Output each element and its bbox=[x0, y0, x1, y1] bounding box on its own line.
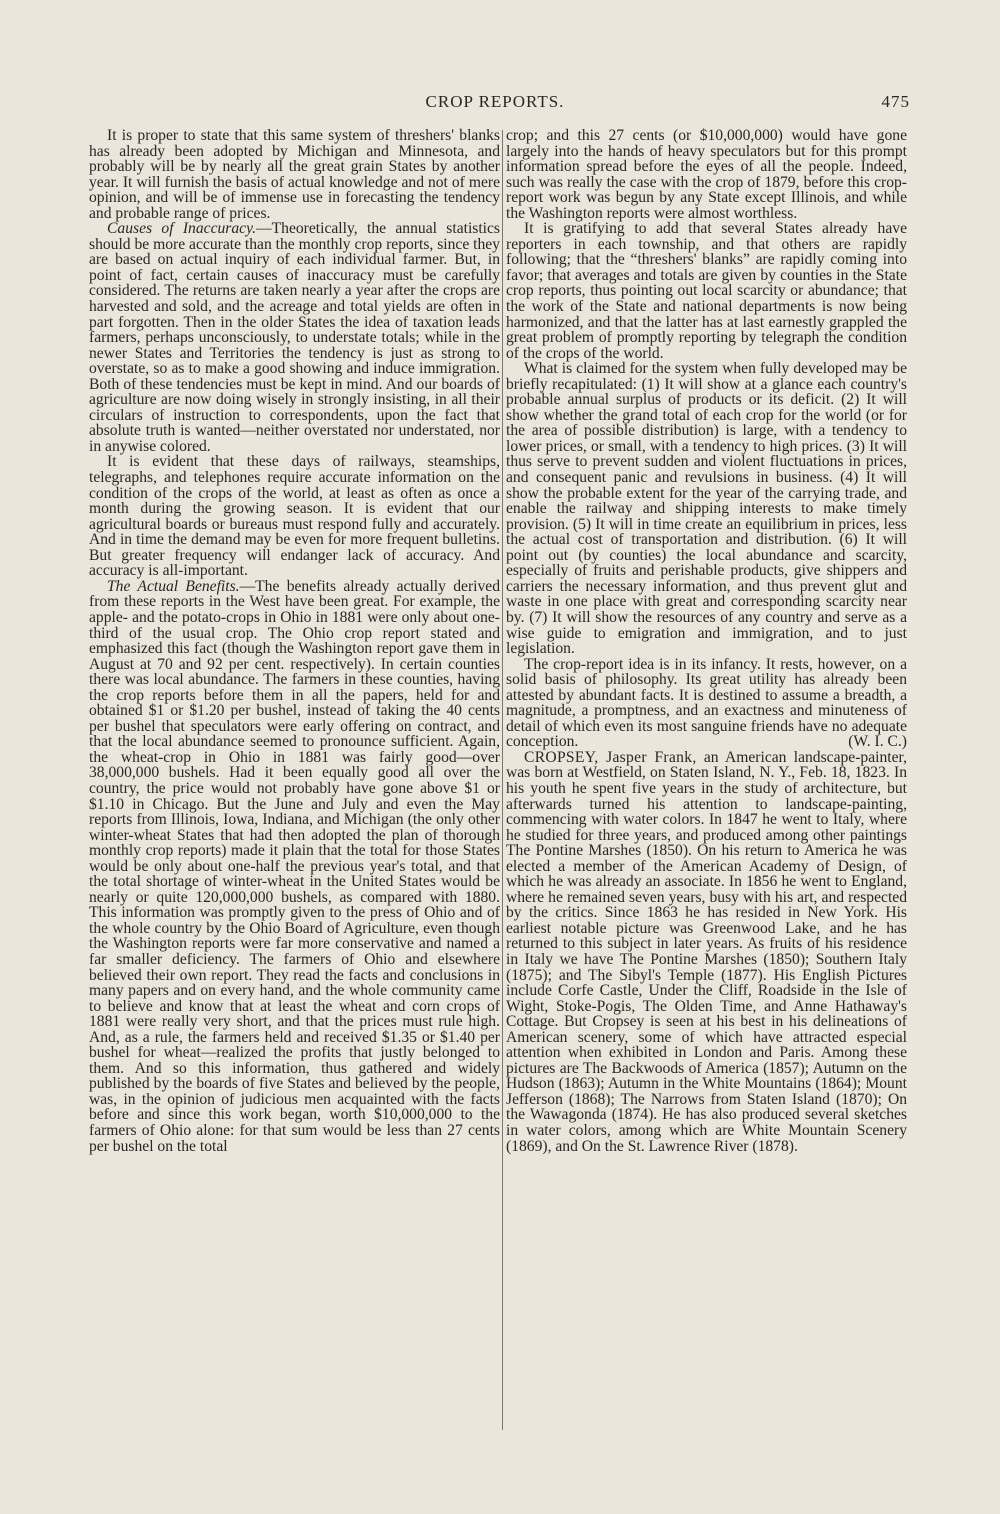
entry-text: an American landscape-painter, was born at Westfield, on Staten Island, N. Y., Feb. 18, 1823. In his youth he spent five years in the study of architecture, but afterwards turned his attention to landscape-painting, commencing with water colors. In 1847 he went to Italy, where he studied for three years, and produced among other paintings The Pontine Marshes (1850). On his return to America he was elected a member of the American Academy of Design, of which he was already an associate. In 1856 he went to England, where he remained seven years, busy with his art, and respected by the critics. Since 1863 he has resided in New York. His earliest notable picture was Greenwood Lake, and he has returned to this subject in later years. As fruits of his residence in Italy we have The Pontine Marshes (1850); Southern Italy (1875); and The Sibyl's Temple (1877). His English Pictures include Corfe Castle, Under the Cliff, Roadside in the Isle of Wight, Stoke-Pogis, The Olden Time, and Anne Hathaway's Cottage. But Cropsey is seen at his best in his delineations of American scenery, some of which have attracted especial attention when exhibited in London and Paris. Among these pictures are The Backwoods of America (1857); Autumn on the Hudson (1863); Autumn in the White Mountains (1864); Mount Jefferson (1868); The Narrows from Staten Island (1870); On the Wawagonda (1874). He has also produced several sketches in water colors, among which are White Mountain Scenery (1869), and On the St. Lawrence River (1878). bbox=[506, 748, 907, 1155]
paragraph-railways: It is evident that these days of railways, steamships, telegraphs, and telephones require accurate information on the condition of the crops of the world, at least as often as once a month during the growing season. It is evident that our agricultural boards or bureaus must respond fully and accurately. And in time the demand may be even for more frequent bulletins. But greater frequency will endanger lack of accuracy. And accuracy is all-important. bbox=[89, 453, 500, 580]
paragraph-system-claims: What is claimed for the system when fully developed may be briefly recapitulated: (1) It will show at a glance each country's probable annual surplus of products or its deficit. (2) It will show whether the grand total of each crop for the world (or for the area of possible distribution) is large, with a tendency to lower prices, or small, with a tendency to high prices. (3) It will thus serve to prevent sudden and violent fluctuations in prices, and consequent panic and revulsions in business. (4) It will show the probable extent for the year of the carrying trade, and enable the railway and shipping interests to make timely provision. (5) It will in time create an equilibrium in prices, less the actual cost of transportation and distribution. (6) It will point out (by counties) the local abundance and scarcity, especially of fruits and perishable products, give shippers and carriers the necessary information, and thus prevent glut and waste in one place with great and corresponding scarcity near by. (7) It will show the resources of any country and serve as a wise guide to emigration and immigration, and to just legislation. bbox=[506, 360, 907, 658]
entry-cropsey bbox=[506, 750, 907, 1154]
section-lead-benefits: The Actual Benefits. bbox=[107, 577, 240, 595]
paragraph-text: The crop-report idea is in its infancy. It rests, however, on a solid basis of philosophy. Its great utility has already been attested by abundant facts. It is destined to assume a breadth, a magnitude, a promptness, and an exactness and minuteness of detail of which even its most sanguine friends have no adequate conception. bbox=[506, 655, 907, 751]
paragraph-actual-benefits bbox=[89, 579, 500, 1154]
paragraph-infancy bbox=[506, 657, 907, 750]
entry-headword: CROPSEY, Jasper Frank, bbox=[524, 748, 697, 766]
paragraph-gratifying: It is gratifying to add that several States already have reporters in each township, and that others are rapidly following; that the “threshers' blanks” are rapidly coming into favor; that averages and totals are given by counties in the State crop reports, thus pointing out local scarcity or abundance; that the work of the State and national departments is now being harmonized, and that the latter has at last earnestly grappled the great problem of promptly reporting by telegraph the condition of the crops of the world. bbox=[506, 220, 907, 362]
author-initials: (W. I. C.) bbox=[848, 733, 907, 751]
running-header bbox=[80, 92, 910, 116]
paragraph-threshers-blanks: It is proper to state that this same system of threshers' blanks has already been adopted by Michigan and Minnesota, and probably will be by nearly all the great grain States by another year. It will furnish the basis of actual knowledge and not of mere opinion, and will be of immense use in forecasting the tendency and probable range of prices. bbox=[89, 127, 500, 222]
section-lead-causes: Causes of Inaccuracy. bbox=[107, 220, 257, 238]
running-title: CROP REPORTS. bbox=[425, 92, 565, 111]
paragraph-text: —Theoretically, the annual statistics should be more accurate than the monthly crop reports, since they are based on actual inquiry of each individual farmer. But, in point of fact, certain causes of inaccuracy must be carefully considered. The returns are taken nearly a year after the crops are harvested and sold, and the acreage and total yields are often in part forgotten. Then in the older States the idea of taxation leads farmers, perhaps unconsciously, to understate totals; while in the newer States and Territories the tendency is just as strong to overstate, so as to make a good showing and induce immigration. Both of these tendencies must be kept in mind. And our boards of agriculture are now doing wisely in strongly insisting, in all their circulars of instruction to correspondents, upon the fact that absolute truth is wanted—neither overstated nor understated, nor in anywise colored. bbox=[89, 220, 501, 455]
paragraph-text: —The benefits already actually derived from these reports in the West have been great. For example, the apple- and the potato-crops in Ohio in 1881 were only about one-third of the usual crop. The Ohio crop report stated and emphasized this fact (though the Washington report gave them in August at 70 and 92 per cent. respectively). In certain counties there was local abundance. The farmers in these counties, having the crop reports before them in all the papers, held for and obtained $1 or $1.20 per bushel, instead of taking the 40 cents per bushel that speculators were early offering on contract, and that the local abundance seemed to pronounce sufficient. Again, the wheat-crop in Ohio in 1881 was fairly good—over 38,000,000 bushels. Had it been equally good all over the country, the price would not probably have gone above $1 or $1.10 in Chicago. But the June and July and even the May reports from Illinois, Iowa, Indiana, and Michigan (the only other winter-wheat States that had then adopted the plan of thorough monthly crop reports) made it plain that the total for those States would be only about one-half the previous year's total, and that the total shortage of winter-wheat in the United States would be nearly or quite 120,000,000 bushels, as compared with 1880. This information was promptly given to the press of Ohio and of the whole country by the Ohio Board of Agriculture, even though the Washington reports were far more conservative and named a far smaller deficiency. The farmers of Ohio and elsewhere believed their own report. They read the facts and conclusions in many papers and on every hand, and the whole community came to believe and know that at least the wheat and corn crops of 1881 were really very short, and that the prices must rule high. And, as a rule, the farmers held and received $1.35 or $1.40 per bushel for wheat—realized the profits that justly belonged to them. And so this information, thus gathered and widely published by the boards of five States and believed by the people, was, in the opinion of judicious men acquainted with the facts before and since this work began, worth $10,000,000 to the farmers of Ohio alone: for that sum would be less than 27 cents per bushel on the total bbox=[89, 577, 500, 1155]
page-number: 475 bbox=[881, 92, 910, 111]
left-column bbox=[89, 128, 500, 1154]
right-column bbox=[506, 128, 907, 1154]
paragraph-causes-of-inaccuracy bbox=[89, 221, 500, 454]
paragraph-continuation: crop; and this 27 cents (or $10,000,000) would have gone largely into the hands of heavy speculators but for this prompt information spread before the eyes of all the people. Indeed, such was really the case with the crop of 1879, before this crop-report work was begun by any State except Illinois, and while the Washington reports were almost worthless. bbox=[506, 127, 907, 222]
column-divider bbox=[502, 130, 503, 1430]
